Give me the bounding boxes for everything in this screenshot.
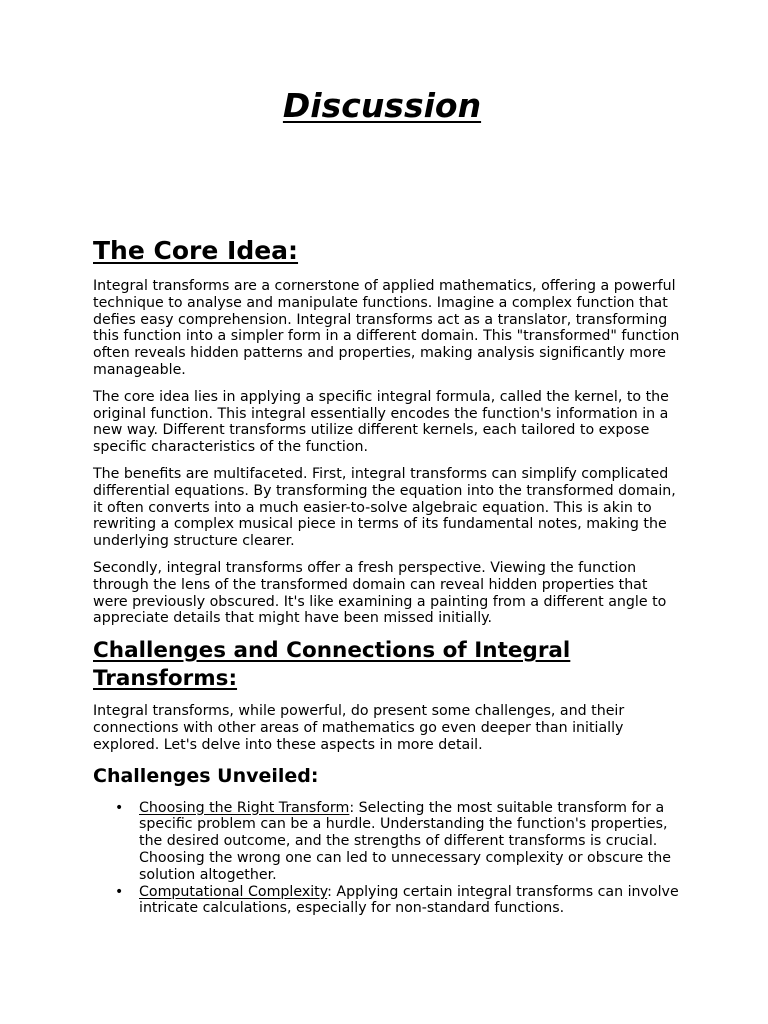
core-paragraph-3: The benefits are multifaceted. First, integral transforms can simplify complicated differential equations. By transforming the equation into the transformed domain, it often converts into a much easier-to-solve algebraic equation. This is akin to rewriting a complex musical piece in terms of its fundamental notes, making the underlying structure clearer. bbox=[93, 465, 676, 550]
list-item-text: : Selecting the most suitable transform for a specific problem can be a hurdle. Understanding the function's properties, the desired outcome, and the strengths of different transforms is crucial. Choosing the wrong one can led to unnecessary complexity or obscure the solution altogether. bbox=[139, 799, 671, 883]
core-paragraph-1: Integral transforms are a cornerstone of applied mathematics, offering a powerful technique to analyse and manipulate functions. Imagine a complex function that defies easy comprehension. Integral transforms act as a translator, transforming this function into a simpler form in a different domain. This "transformed" function often reveals hidden patterns and properties, making analysis significantly more manageable. bbox=[93, 278, 680, 378]
list-item bbox=[93, 800, 683, 884]
document-title bbox=[0, 86, 764, 126]
subheading-challenges-unveiled: Challenges Unveiled: bbox=[93, 764, 319, 787]
section-heading-challenges bbox=[93, 637, 683, 693]
section-heading-core-idea bbox=[93, 234, 683, 268]
list-item-term: Choosing the Right Transform bbox=[139, 799, 350, 816]
list-item-term: Computational Complexity bbox=[139, 883, 328, 900]
bullet-icon: • bbox=[115, 883, 124, 900]
section-heading-challenges-text: Challenges and Connections of Integral Transforms: bbox=[93, 638, 571, 692]
list-item-text: : Applying certain integral transforms can involve intricate calculations, especially for non-standard functions. bbox=[139, 883, 679, 917]
list-item bbox=[93, 884, 683, 918]
document-body bbox=[93, 234, 683, 917]
challenges-list bbox=[93, 800, 683, 918]
core-paragraph-4: Secondly, integral transforms offer a fresh perspective. Viewing the function through the lens of the transformed domain can reveal hidden properties that were previously obscured. It's like examining a painting from a different angle to appreciate details that might have been missed initially. bbox=[93, 559, 667, 627]
document-title-text: Discussion bbox=[282, 86, 482, 125]
challenges-intro-paragraph: Integral transforms, while powerful, do present some challenges, and their connections with other areas of mathematics go even deeper than initially explored. Let's delve into these aspects in more detail. bbox=[93, 703, 625, 753]
core-paragraph-2: The core idea lies in applying a specific integral formula, called the kernel, to the original function. This integral essentially encodes the function's information in a new way. Different transforms utilize different kernels, each tailored to expose specific characteristics of the function. bbox=[93, 388, 669, 456]
section-heading-core-idea-text: The Core Idea: bbox=[93, 236, 299, 265]
bullet-icon: • bbox=[115, 799, 124, 816]
